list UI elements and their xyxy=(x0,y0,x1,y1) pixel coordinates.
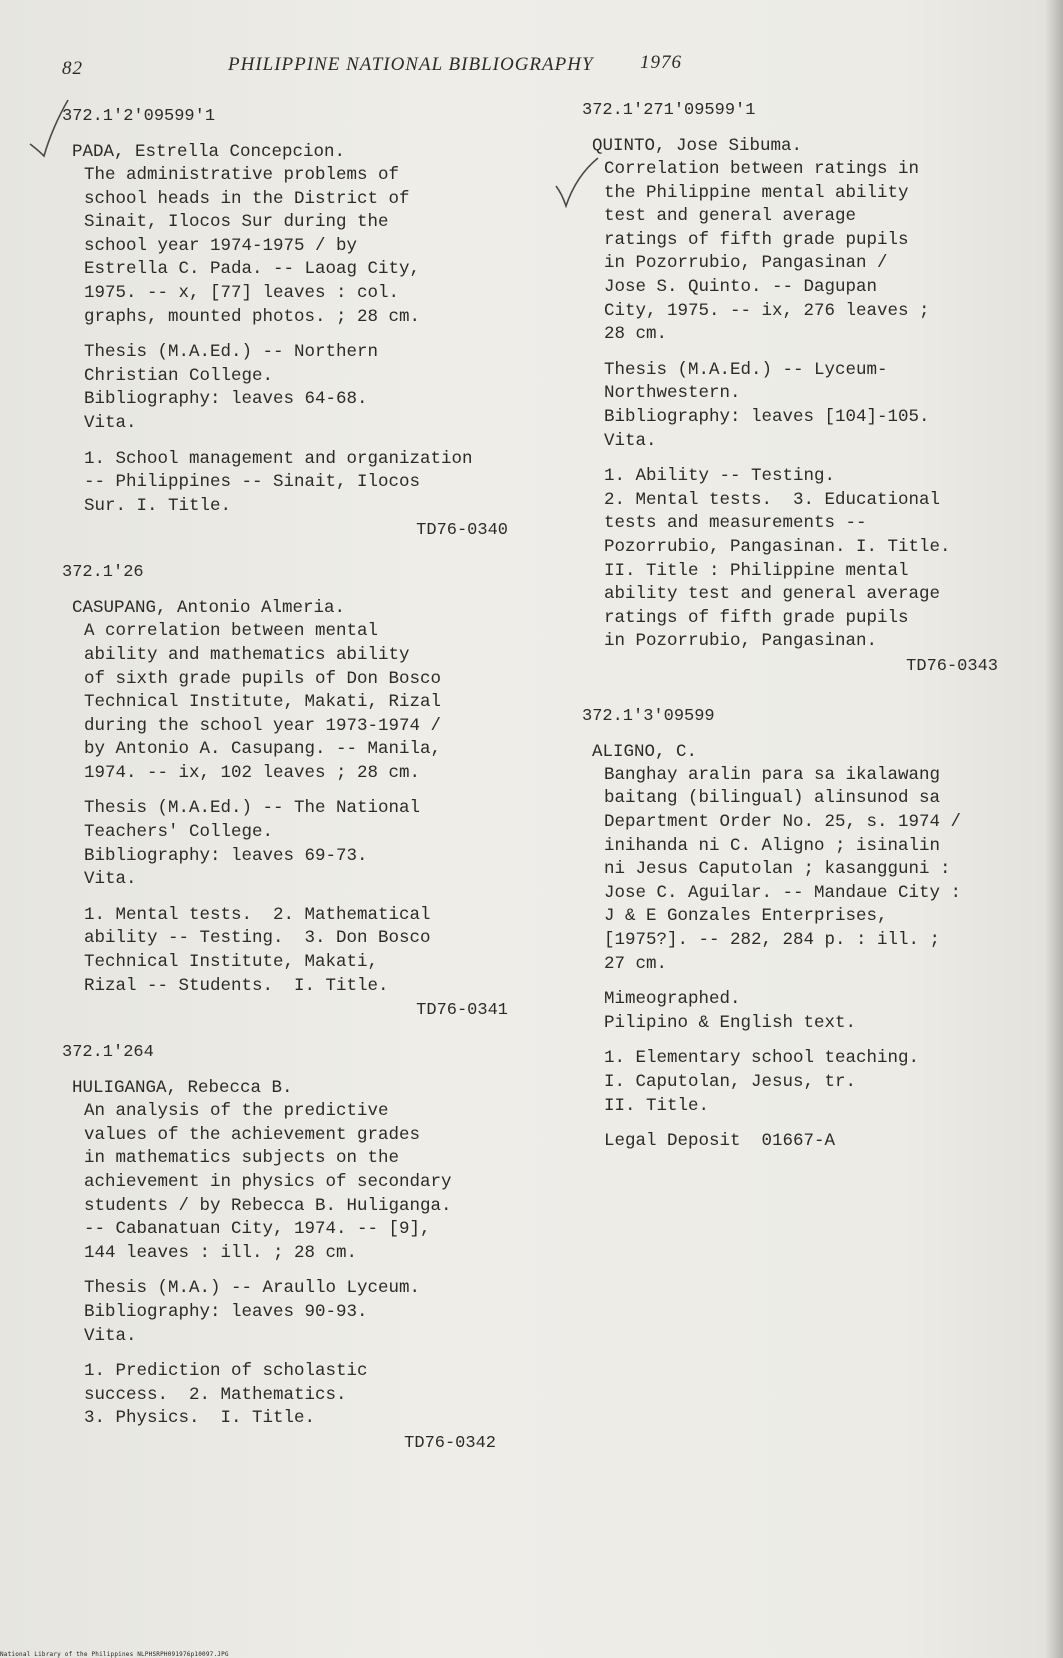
left-column xyxy=(62,100,542,1455)
title-line: in Pozorrubio, Pangasinan / xyxy=(604,253,888,274)
note-line: Vita. xyxy=(604,430,657,451)
call-number: 372.1'26 xyxy=(62,563,144,583)
subjects-block xyxy=(84,904,542,998)
bibliographic-entry xyxy=(62,562,542,1022)
title-line: inihanda ni C. Aligno ; isinalin xyxy=(604,835,941,856)
title-line: school heads in the District of xyxy=(84,188,410,209)
page-edge-shadow xyxy=(1045,0,1063,1658)
title-line: Banghay aralin para sa ikalawang xyxy=(604,764,941,785)
title-line: baitang (bilingual) alinsunod sa xyxy=(604,788,941,809)
title-block xyxy=(84,620,542,785)
title-line: in mathematics subjects on the xyxy=(84,1148,400,1169)
call-number: 372.1'3'09599 xyxy=(582,706,715,726)
subject-line: 2. Mental tests. 3. Educational xyxy=(604,489,941,510)
title-line: Department Order No. 25, s. 1974 / xyxy=(604,812,962,833)
subject-line: 1. Mental tests. 2. Mathematical xyxy=(84,904,431,925)
title-line: by Antonio A. Casupang. -- Manila, xyxy=(84,739,442,760)
note-line: Vita. xyxy=(84,1325,137,1346)
subject-line: Rizal -- Students. I. Title. xyxy=(84,975,389,996)
title-line: Estrella C. Pada. -- Laoag City, xyxy=(84,259,421,280)
subject-line: II. Title. xyxy=(604,1095,710,1116)
title-block xyxy=(604,158,1012,347)
title-line: 27 cm. xyxy=(604,953,668,974)
bibliographic-entry xyxy=(582,100,1012,678)
publication-title: PHILIPPINE NATIONAL BIBLIOGRAPHY xyxy=(228,54,594,75)
note-line: Bibliography: leaves 64-68. xyxy=(84,389,368,410)
title-line: 1974. -- ix, 102 leaves ; 28 cm. xyxy=(84,762,421,783)
subject-line: -- Philippines -- Sinait, Ilocos xyxy=(84,472,421,493)
title-line: ni Jesus Caputolan ; kasangguni : xyxy=(604,859,951,880)
notes-block xyxy=(84,341,542,435)
subject-line: in Pozorrubio, Pangasinan. xyxy=(604,631,878,652)
right-column xyxy=(582,100,1012,1154)
running-header xyxy=(60,52,1000,82)
note-line: Bibliography: leaves [104]-105. xyxy=(604,406,930,427)
subject-line: tests and measurements -- xyxy=(604,513,867,534)
note-line: Thesis (M.A.Ed.) -- Lyceum- xyxy=(604,359,888,380)
title-line: Sinait, Ilocos Sur during the xyxy=(84,212,389,233)
subjects-block xyxy=(604,1047,1012,1118)
title-line: Jose S. Quinto. -- Dagupan xyxy=(604,276,878,297)
subjects-block xyxy=(84,448,542,519)
note-line: Christian College. xyxy=(84,365,274,386)
note-line: Teachers' College. xyxy=(84,822,274,843)
subject-line: I. Caputolan, Jesus, tr. xyxy=(604,1072,857,1092)
note-line: Vita. xyxy=(84,412,137,433)
title-line: [1975?]. -- 282, 284 p. : ill. ; xyxy=(604,930,941,951)
bibliographic-entry xyxy=(582,706,1012,1154)
subject-line: 1. Prediction of scholastic xyxy=(84,1361,368,1382)
td-number: TD76-0340 xyxy=(416,521,508,541)
check-mark-icon xyxy=(554,152,600,212)
title-line: during the school year 1973-1974 / xyxy=(84,715,442,736)
title-line: The administrative problems of xyxy=(84,165,400,185)
title-block xyxy=(84,164,542,329)
subject-line: 3. Physics. I. Title. xyxy=(84,1408,316,1429)
title-line: Jose C. Aguilar. -- Mandaue City : xyxy=(604,882,962,903)
title-line: 28 cm. xyxy=(604,324,668,345)
subject-line: 1. School management and organization xyxy=(84,448,473,469)
td-number: TD76-0341 xyxy=(416,1001,508,1021)
title-block xyxy=(604,764,1012,976)
title-line: ability and mathematics ability xyxy=(84,644,410,665)
td-number: TD76-0342 xyxy=(404,1433,496,1453)
title-line: 144 leaves : ill. ; 28 cm. xyxy=(84,1242,358,1263)
title-line: of sixth grade pupils of Don Bosco xyxy=(84,668,442,689)
call-number: 372.1'264 xyxy=(62,1043,154,1063)
title-line: the Philippine mental ability xyxy=(604,182,909,203)
subject-line: ability test and general average xyxy=(604,584,941,605)
subject-line: 1. Ability -- Testing. xyxy=(604,466,836,487)
check-mark-icon xyxy=(28,98,74,158)
call-number: 372.1'271'09599'1 xyxy=(582,101,756,120)
call-number: 372.1'2'09599'1 xyxy=(62,107,216,126)
entry-heading: QUINTO, Jose Sibuma. xyxy=(592,136,803,156)
bibliographic-entry xyxy=(62,106,542,542)
notes-block xyxy=(84,797,542,891)
title-line: City, 1975. -- ix, 276 leaves ; xyxy=(604,300,930,321)
note-line: Pilipino & English text. xyxy=(604,1012,857,1033)
entry-heading: PADA, Estrella Concepcion. xyxy=(72,142,346,162)
subject-line: success. 2. Mathematics. xyxy=(84,1384,347,1405)
note-line: Thesis (M.A.Ed.) -- The National xyxy=(84,798,421,819)
legal-deposit: Legal Deposit 01667-A xyxy=(604,1131,836,1152)
publication-year: 1976 xyxy=(640,52,682,73)
note-line: Thesis (M.A.) -- Araullo Lyceum. xyxy=(84,1278,421,1299)
title-line: ratings of fifth grade pupils xyxy=(604,229,909,250)
subject-line: Pozorrubio, Pangasinan. I. Title. xyxy=(604,536,951,557)
title-block xyxy=(84,1100,542,1265)
subjects-block xyxy=(84,1360,542,1431)
subject-line: 1. Elementary school teaching. xyxy=(604,1048,920,1069)
note-line: Northwestern. xyxy=(604,383,741,404)
subject-line: Technical Institute, Makati, xyxy=(84,952,379,973)
title-line: Technical Institute, Makati, Rizal xyxy=(84,692,442,713)
title-line: school year 1974-1975 / by xyxy=(84,235,358,256)
note-line: Vita. xyxy=(84,869,137,890)
title-line: students / by Rebecca B. Huliganga. xyxy=(84,1195,452,1216)
title-line: achievement in physics of secondary xyxy=(84,1172,452,1192)
notes-block xyxy=(84,1277,542,1348)
title-line: graphs, mounted photos. ; 28 cm. xyxy=(84,306,421,327)
entry-heading: HULIGANGA, Rebecca B. xyxy=(72,1078,293,1099)
page-number: 82 xyxy=(62,58,83,79)
subject-line: Sur. I. Title. xyxy=(84,495,232,516)
scan-credit: National Library of the Philippines NLPHSRPH091976p10097.JPG xyxy=(0,1651,229,1658)
title-line: A correlation between mental xyxy=(84,621,379,642)
notes-block xyxy=(604,988,1012,1035)
note-line: Thesis (M.A.Ed.) -- Northern xyxy=(84,342,379,363)
note-line: Mimeographed. xyxy=(604,989,741,1010)
subjects-block xyxy=(604,465,1012,654)
entry-heading: CASUPANG, Antonio Almeria. xyxy=(72,598,346,619)
note-line: Bibliography: leaves 69-73. xyxy=(84,845,368,866)
title-line: 1975. -- x, [77] leaves : col. xyxy=(84,282,400,303)
subject-line: ratings of fifth grade pupils xyxy=(604,607,909,628)
bibliographic-entry xyxy=(62,1042,542,1455)
subject-line: II. Title : Philippine mental xyxy=(604,560,909,581)
notes-block xyxy=(604,359,1012,453)
td-number: TD76-0343 xyxy=(906,656,998,676)
title-line: values of the achievement grades xyxy=(84,1124,421,1145)
title-line: test and general average xyxy=(604,206,857,227)
title-line: An analysis of the predictive xyxy=(84,1101,389,1122)
subject-line: ability -- Testing. 3. Don Bosco xyxy=(84,928,431,949)
title-line: Correlation between ratings in xyxy=(604,159,920,179)
entry-heading: ALIGNO, C. xyxy=(592,741,698,762)
note-line: Bibliography: leaves 90-93. xyxy=(84,1301,368,1322)
title-line: J & E Gonzales Enterprises, xyxy=(604,906,888,927)
title-line: -- Cabanatuan City, 1974. -- [9], xyxy=(84,1219,431,1240)
